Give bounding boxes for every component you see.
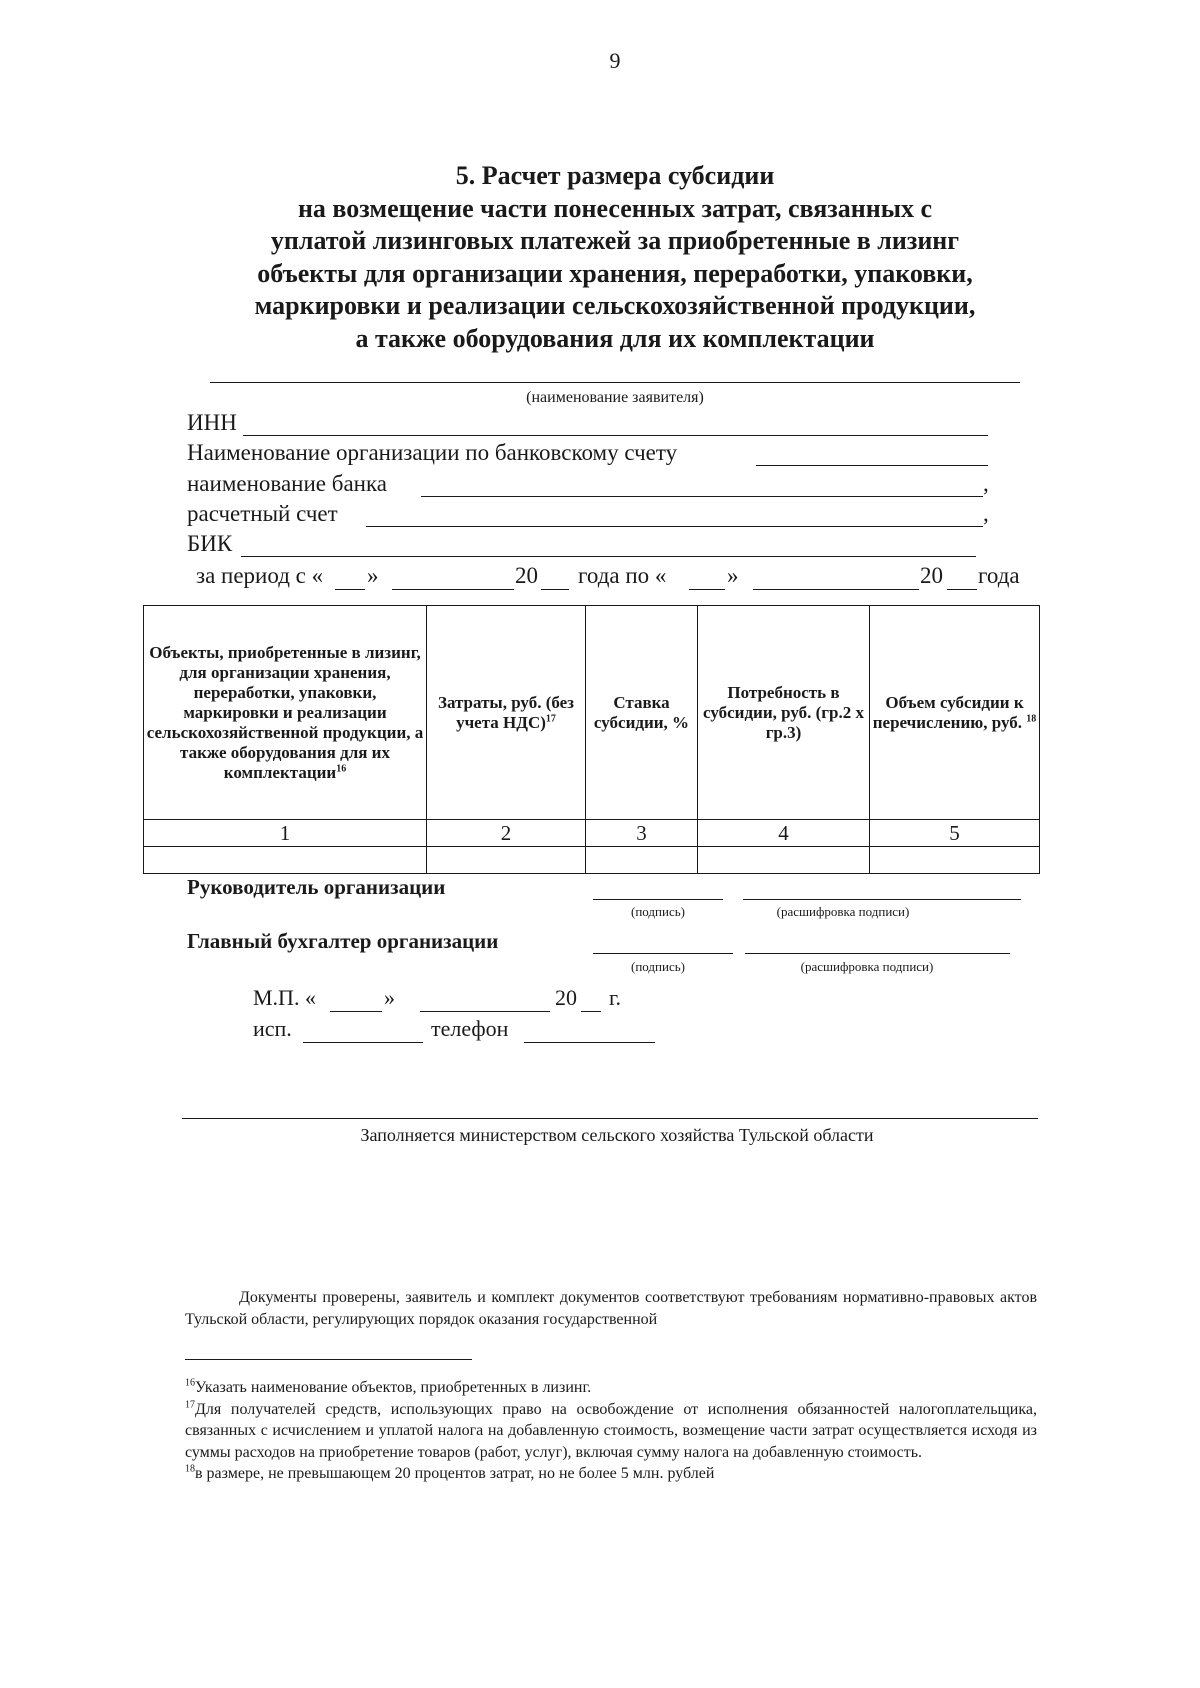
title-line: маркировки и реализации сельскохозяйственной продукции, [254,291,976,320]
account-field[interactable] [366,526,983,527]
stamp-quote-close: » [384,985,395,1010]
comma: , [983,471,989,496]
table-header-cell: Объем субсидии к перечислению, руб. $^{18}$ [870,606,1040,820]
footnote: $^{18}$в размере, не превышающем 20 процентов затрат, но не более 5 млн. рублей [185,1463,715,1482]
title-line: объекты для организации хранения, переработки, упаковки, [257,258,973,288]
executor-label: исп. [253,1016,292,1041]
column-number: 4 [698,820,870,847]
table-cell[interactable] [144,847,427,874]
stamp-day-field[interactable] [330,1011,382,1012]
applicant-caption: (наименование заявителя) [526,389,704,406]
title-line: на возмещение части понесенных затрат, связанных с [297,193,933,223]
title-line: 5. Расчет размера субсидии [455,161,775,190]
period-from-year-field[interactable] [541,589,569,590]
period-to-year-field[interactable] [947,589,977,590]
ministry-caption: Заполняется министерством сельского хозяйства Тульской области [360,1125,874,1145]
column-number: 1 [144,820,427,847]
table-header-cell: Ставка субсидии, % [586,606,698,820]
accountant-signature-field[interactable] [593,953,733,954]
mp-label: М.П. « [253,985,316,1010]
head-label: Руководитель организации [187,875,446,899]
period-from-month-field[interactable] [392,589,514,590]
title-line: а также оборудования для их комплектации [355,323,875,353]
stamp-month-field[interactable] [420,1011,550,1012]
table-header-cell: Объекты, приобретенные в лизинг, для организации хранения, переработки, упаковки, маркировки и реализации сельскохозяйственной продукции, а также оборудования для их комплектации$^{16}$ [144,606,427,820]
org-name-field[interactable] [756,465,988,466]
signature-caption: (подпись) [631,959,685,974]
comma: , [983,501,989,526]
period-year-prefix: 20 [515,563,538,588]
period-from-label: за период с « [196,563,324,588]
table-cell[interactable] [870,847,1040,874]
footnote-divider [185,1359,472,1360]
ministry-divider [182,1118,1038,1119]
org-name-label: Наименование организации по банковскому счету [187,440,678,465]
table-cell[interactable] [427,847,586,874]
head-decoding-field[interactable] [743,899,1021,900]
stamp-year-field[interactable] [581,1011,601,1012]
table-column-number-row [144,820,1040,847]
column-number: 2 [427,820,586,847]
bik-label: БИК [187,531,233,556]
footnote: $^{17}$Для получателей средств, использующих право на освобождение от исполнения обязанностей налогоплательщика, связанных с исчислением и уплатой налога на добавленную стоимость, возмещение части затрат осуществляется исходя из суммы расходов на приобретение товаров (работ, услуг), включая сумму налога на добавленную стоимость. [185,1399,1037,1461]
page-number: 9 [609,48,621,73]
decoding-caption: (расшифровка подписи) [776,904,910,919]
table-header-cell: Затраты, руб. (без учета НДС)$^{17}$ [427,606,586,820]
stamp-year-suffix: г. [609,985,622,1010]
footnote: $^{16}$Указать наименование объектов, приобретенных в лизинг. [185,1377,592,1396]
accountant-label: Главный бухгалтер организации [187,929,499,953]
head-signature-field[interactable] [593,899,723,900]
inn-label: ИНН [187,410,237,435]
table-header-cell: Потребность в субсидии, руб. (гр.2 х гр.3) [698,606,870,820]
column-number: 3 [586,820,698,847]
period-quote-close: » [727,563,739,588]
decoding-caption: (расшифровка подписи) [800,959,934,974]
signature-caption: (подпись) [631,904,685,919]
footnotes [185,1377,1037,1485]
table-cell[interactable] [698,847,870,874]
bank-name-field[interactable] [421,496,983,497]
period-year-label: года [978,563,1020,588]
period-to-label: года по « [578,563,667,588]
period-to-day-field[interactable] [689,589,725,590]
period-to-month-field[interactable] [753,589,919,590]
account-label: расчетный счет [187,501,338,526]
bank-name-label: наименование банка [187,471,387,496]
table-row [144,847,1040,874]
page-title [200,160,1030,355]
period-from-day-field[interactable] [335,589,365,590]
phone-field[interactable] [524,1042,655,1043]
table-cell[interactable] [586,847,698,874]
bik-field[interactable] [241,556,976,557]
applicant-name-line[interactable] [210,382,1020,383]
table-header-row [144,606,1040,820]
column-number: 5 [870,820,1040,847]
verification-text: Документы проверены, заявитель и комплект документов соответствуют требованиям нормативно-правовых актов Тульской области, регулирующих порядок оказания государственной [185,1289,1037,1328]
period-year-prefix: 20 [920,563,943,588]
phone-label: телефон [431,1016,509,1041]
inn-field[interactable] [243,435,988,436]
subsidy-table [143,605,1040,874]
title-line: уплатой лизинговых платежей за приобретенные в лизинг [270,226,960,255]
period-quote-close: » [367,563,379,588]
accountant-decoding-field[interactable] [745,953,1010,954]
stamp-year-prefix: 20 [555,985,577,1010]
executor-field[interactable] [303,1042,423,1043]
